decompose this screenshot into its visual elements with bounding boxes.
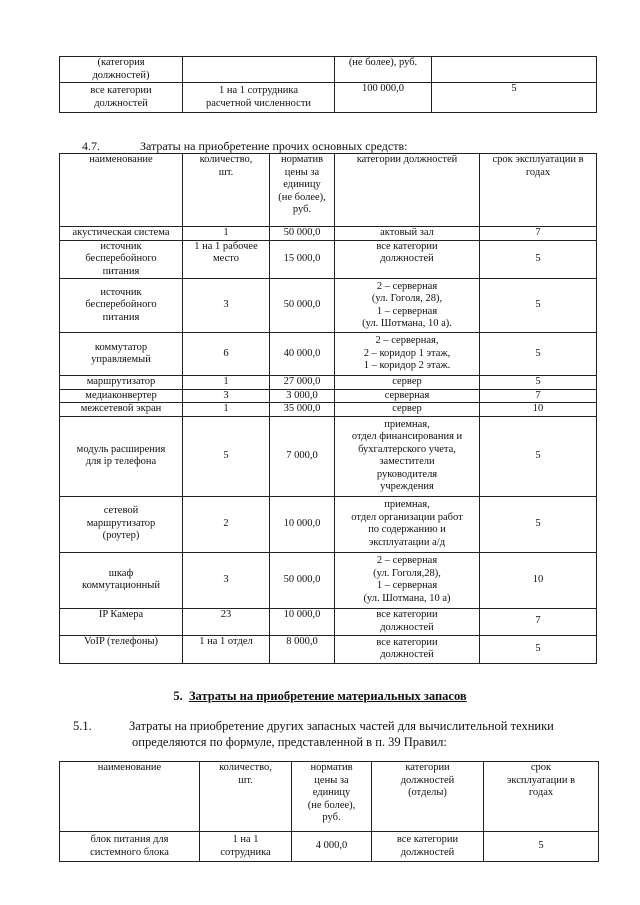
table-row bbox=[60, 635, 597, 663]
table-cell: 5 bbox=[480, 376, 597, 390]
table-row bbox=[60, 832, 599, 862]
header-quantity: количество, шт. bbox=[183, 154, 270, 227]
table-cell: актовый зал bbox=[335, 227, 480, 241]
paragraph-line-2: определяются по формуле, представленной в п. 39 Правил: bbox=[132, 735, 447, 749]
table-cell: 2 – серверная, 2 – коридор 1 этаж, 1 – коридор 2 этаж. bbox=[335, 333, 480, 376]
table-cell: (не более), руб. bbox=[335, 57, 432, 83]
table-cell: 8 000,0 bbox=[270, 635, 335, 663]
table-cell: все категории должностей bbox=[60, 83, 183, 113]
table-cell: 3 bbox=[183, 279, 270, 333]
section-number: 5. bbox=[173, 689, 183, 703]
table-cell: 35 000,0 bbox=[270, 403, 335, 417]
table-cell: (категория должностей) bbox=[60, 57, 183, 83]
table-row bbox=[60, 83, 597, 113]
table-cell: блок питания для системного блока bbox=[60, 832, 200, 862]
table-row bbox=[60, 333, 597, 376]
table-row bbox=[60, 416, 597, 496]
table-row bbox=[60, 376, 597, 390]
table-cell: 2 – серверная (ул. Гоголя,28), 1 – серверная (ул. Шотмана, 10 а) bbox=[335, 552, 480, 608]
table-cell: модуль расширения для ip телефона bbox=[60, 416, 183, 496]
paragraph-line-1 bbox=[73, 719, 597, 734]
table-cell: 4 000,0 bbox=[292, 832, 372, 862]
section-title: Затраты на приобретение материальных запасов bbox=[188, 689, 467, 703]
table-cell: 5 bbox=[480, 496, 597, 552]
table-cell: 5 bbox=[480, 333, 597, 376]
table-cell bbox=[432, 57, 597, 83]
table-cell: 5 bbox=[480, 279, 597, 333]
table-cell: 40 000,0 bbox=[270, 333, 335, 376]
table-cell: приемная, отдел организации работ по содержанию и эксплуатации а/д bbox=[335, 496, 480, 552]
table-cell: 7 bbox=[480, 608, 597, 635]
continuation-table bbox=[59, 56, 597, 113]
table-cell: 3 bbox=[183, 389, 270, 403]
table-cell: 23 bbox=[183, 608, 270, 635]
table-cell: 5 bbox=[480, 635, 597, 663]
header-price: норматив цены за единицу (не более), руб. bbox=[270, 154, 335, 227]
table-cell: 10 bbox=[480, 552, 597, 608]
table-cell: 2 – серверная (ул. Гоголя, 28), 1 – серверная (ул. Шотмана, 10 а). bbox=[335, 279, 480, 333]
table-cell: 7 bbox=[480, 389, 597, 403]
table-cell: источник бесперебойного питания bbox=[60, 279, 183, 333]
table-cell: 1 на 1 рабочее место bbox=[183, 240, 270, 279]
table-cell: сервер bbox=[335, 376, 480, 390]
table-cell: VoIP (телефоны) bbox=[60, 635, 183, 663]
header-categories: категории должностей (отделы) bbox=[372, 762, 484, 832]
table-cell: 5 bbox=[480, 240, 597, 279]
table-row bbox=[60, 279, 597, 333]
table-row bbox=[60, 552, 597, 608]
table-header-row bbox=[60, 762, 599, 832]
table-cell: 5 bbox=[484, 832, 599, 862]
table-cell: 1 bbox=[183, 403, 270, 417]
header-lifetime: срок эксплуатации в годах bbox=[480, 154, 597, 227]
table-cell: 1 bbox=[183, 376, 270, 390]
table-cell: 100 000,0 bbox=[335, 83, 432, 113]
header-price: норматив цены за единицу (не более), руб. bbox=[292, 762, 372, 832]
table-cell bbox=[183, 57, 335, 83]
table-row bbox=[60, 608, 597, 635]
spare-parts-table bbox=[59, 761, 599, 862]
table-cell: коммутатор управляемый bbox=[60, 333, 183, 376]
table-cell: все категории должностей bbox=[335, 635, 480, 663]
table-cell: источник бесперебойного питания bbox=[60, 240, 183, 279]
table-cell: 3 000,0 bbox=[270, 389, 335, 403]
table-cell: все категории должностей bbox=[335, 240, 480, 279]
table-cell: межсетевой экран bbox=[60, 403, 183, 417]
table-cell: 2 bbox=[183, 496, 270, 552]
table-header-row bbox=[60, 154, 597, 227]
table-cell: акустическая система bbox=[60, 227, 183, 241]
table-cell: маршрутизатор bbox=[60, 376, 183, 390]
table-cell: серверная bbox=[335, 389, 480, 403]
table-cell: шкаф коммутационный bbox=[60, 552, 183, 608]
table-cell: 1 на 1 отдел bbox=[183, 635, 270, 663]
table-cell: 10 000,0 bbox=[270, 496, 335, 552]
table-cell: 50 000,0 bbox=[270, 227, 335, 241]
table-cell: 7 000,0 bbox=[270, 416, 335, 496]
table-cell: 3 bbox=[183, 552, 270, 608]
table-cell: 5 bbox=[183, 416, 270, 496]
table-cell: 7 bbox=[480, 227, 597, 241]
header-name: наименование bbox=[60, 762, 200, 832]
table-cell: 5 bbox=[480, 416, 597, 496]
table-cell: 27 000,0 bbox=[270, 376, 335, 390]
table-row bbox=[60, 496, 597, 552]
section-title: Затраты на приобретение прочих основных средств: bbox=[140, 139, 408, 153]
table-row bbox=[60, 227, 597, 241]
table-cell: 10 000,0 bbox=[270, 608, 335, 635]
header-quantity: количество, шт. bbox=[200, 762, 292, 832]
paragraph-text: Затраты на приобретение других запасных частей для вычислительной техники bbox=[129, 719, 554, 733]
table-cell: 50 000,0 bbox=[270, 552, 335, 608]
table-cell: все категории должностей bbox=[372, 832, 484, 862]
table-cell: сетевой маршрутизатор (роутер) bbox=[60, 496, 183, 552]
table-row bbox=[60, 389, 597, 403]
header-categories: категории должностей bbox=[335, 154, 480, 227]
table-cell: 1 на 1 сотрудника расчетной численности bbox=[183, 83, 335, 113]
table-cell: сервер bbox=[335, 403, 480, 417]
table-row bbox=[60, 403, 597, 417]
table-cell: 6 bbox=[183, 333, 270, 376]
header-name: наименование bbox=[60, 154, 183, 227]
paragraph-number: 5.1. bbox=[73, 719, 92, 733]
table-row bbox=[60, 240, 597, 279]
other-fixed-assets-table bbox=[59, 153, 597, 664]
table-cell: 10 bbox=[480, 403, 597, 417]
table-cell: 50 000,0 bbox=[270, 279, 335, 333]
section-heading bbox=[0, 689, 640, 704]
header-lifetime: срок эксплуатации в годах bbox=[484, 762, 599, 832]
table-cell: все категории должностей bbox=[335, 608, 480, 635]
table-cell: IP Камера bbox=[60, 608, 183, 635]
table-cell: приемная, отдел финансирования и бухгалтерского учета, заместители руководителя учреждения bbox=[335, 416, 480, 496]
section-number: 4.7. bbox=[82, 139, 100, 153]
table-cell: 15 000,0 bbox=[270, 240, 335, 279]
table-cell: 1 bbox=[183, 227, 270, 241]
table-cell: 5 bbox=[432, 83, 597, 113]
table-cell: 1 на 1 сотрудника bbox=[200, 832, 292, 862]
table-row bbox=[60, 57, 597, 83]
table-cell: медиаконвертер bbox=[60, 389, 183, 403]
